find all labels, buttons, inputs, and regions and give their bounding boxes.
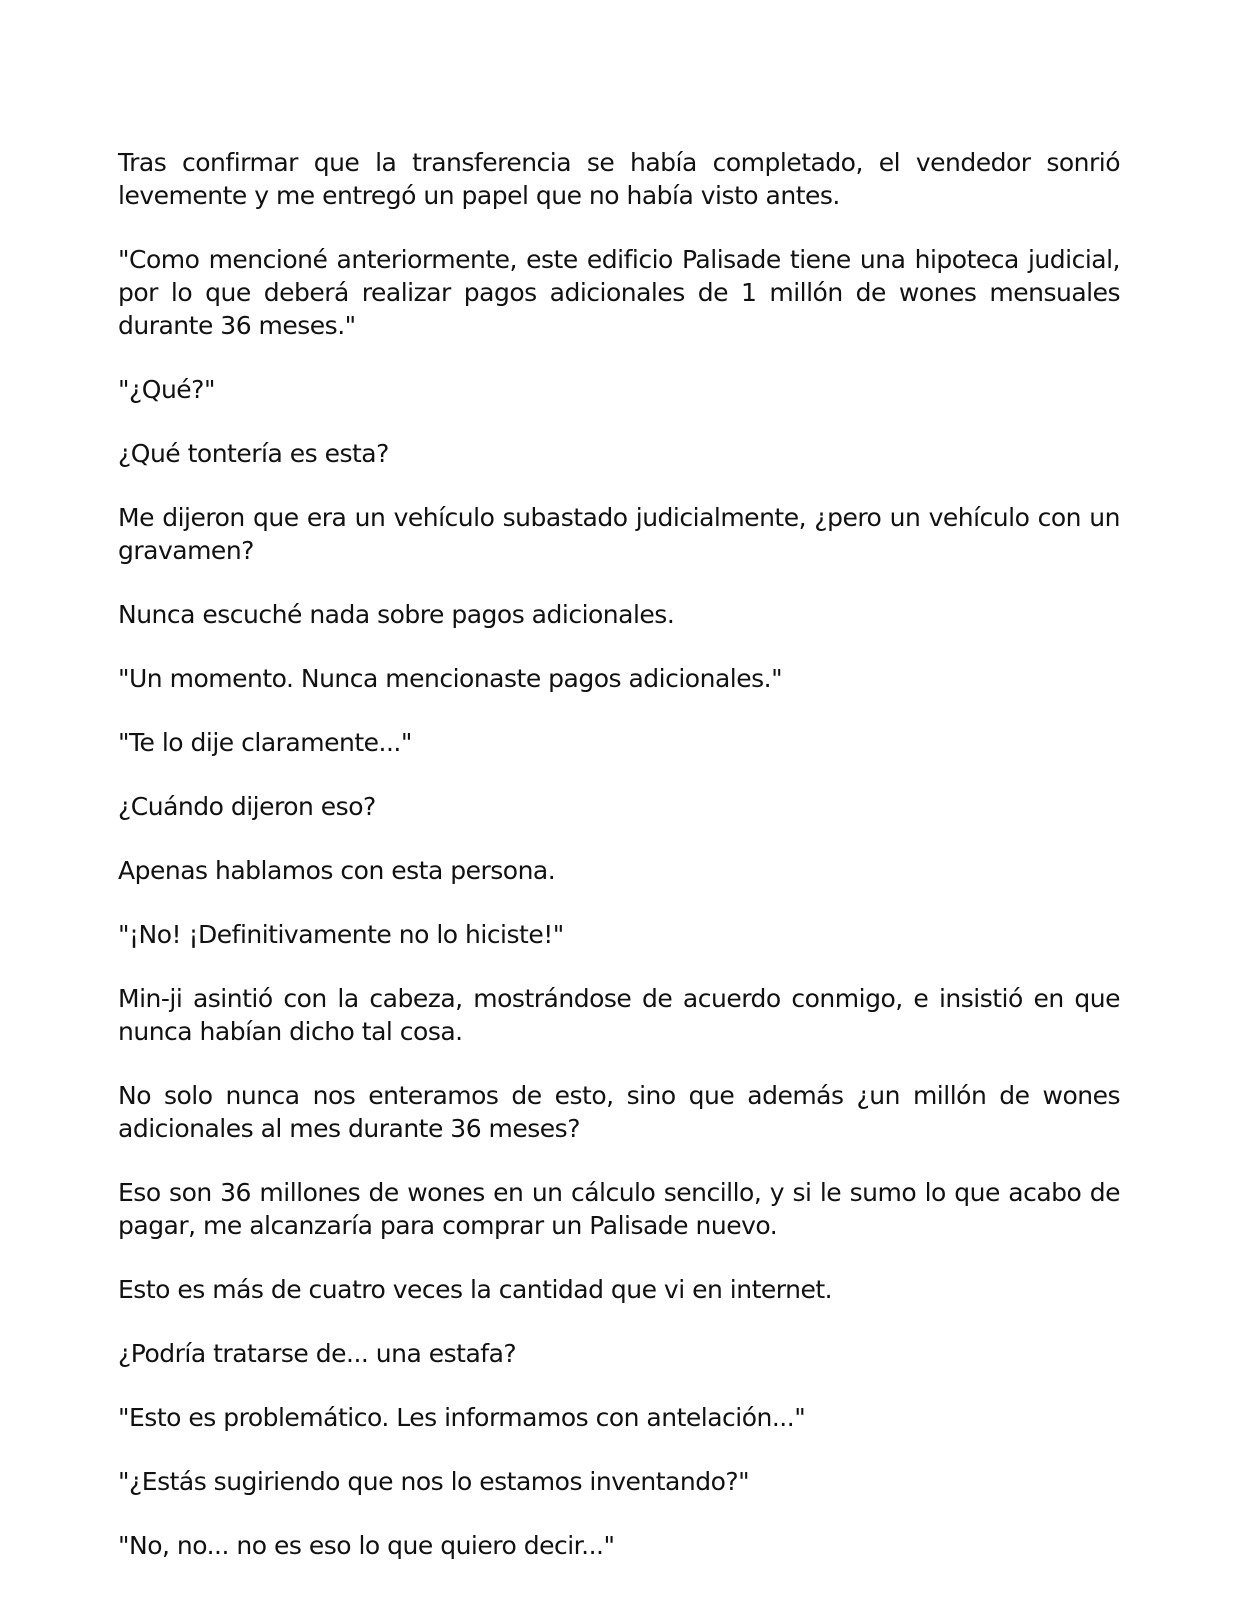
- paragraph: "¿Qué?": [118, 375, 215, 404]
- paragraph: "¡No! ¡Definitivamente no lo hiciste!": [118, 920, 564, 949]
- paragraph: No solo nunca nos enteramos de esto, sino que además ¿un millón de wones adicionales al mes durante 36 meses?: [118, 1081, 1120, 1143]
- paragraph: "Un momento. Nunca mencionaste pagos adicionales.": [118, 664, 783, 693]
- paragraph: "Te lo dije claramente...": [118, 728, 412, 757]
- paragraph: "No, no... no es eso lo que quiero decir...": [118, 1531, 615, 1560]
- document-page: [118, 146, 1120, 1562]
- paragraph: Min-ji asintió con la cabeza, mostrándose de acuerdo conmigo, e insistió en que nunca habían dicho tal cosa.: [118, 984, 1120, 1046]
- paragraph: ¿Podría tratarse de... una estafa?: [118, 1339, 517, 1368]
- paragraph: "Como mencioné anteriormente, este edificio Palisade tiene una hipoteca judicial, por lo que deberá realizar pagos adicionales de 1 millón de wones mensuales durante 36 meses.": [118, 245, 1120, 340]
- paragraph: Esto es más de cuatro veces la cantidad que vi en internet.: [118, 1275, 833, 1304]
- paragraph: Apenas hablamos con esta persona.: [118, 856, 556, 885]
- paragraph: Me dijeron que era un vehículo subastado judicialmente, ¿pero un vehículo con un gravamen?: [118, 503, 1120, 565]
- paragraph: ¿Qué tontería es esta?: [118, 439, 389, 468]
- paragraph: "¿Estás sugiriendo que nos lo estamos inventando?": [118, 1467, 750, 1496]
- paragraph: Eso son 36 millones de wones en un cálculo sencillo, y si le sumo lo que acabo de pagar, me alcanzaría para comprar un Palisade nuevo.: [118, 1178, 1120, 1240]
- paragraph: Nunca escuché nada sobre pagos adicionales.: [118, 600, 675, 629]
- paragraph: Tras confirmar que la transferencia se había completado, el vendedor sonrió levemente y me entregó un papel que no había visto antes.: [118, 148, 1120, 210]
- paragraph: ¿Cuándo dijeron eso?: [118, 792, 376, 821]
- paragraph: "Esto es problemático. Les informamos con antelación...": [118, 1403, 806, 1432]
